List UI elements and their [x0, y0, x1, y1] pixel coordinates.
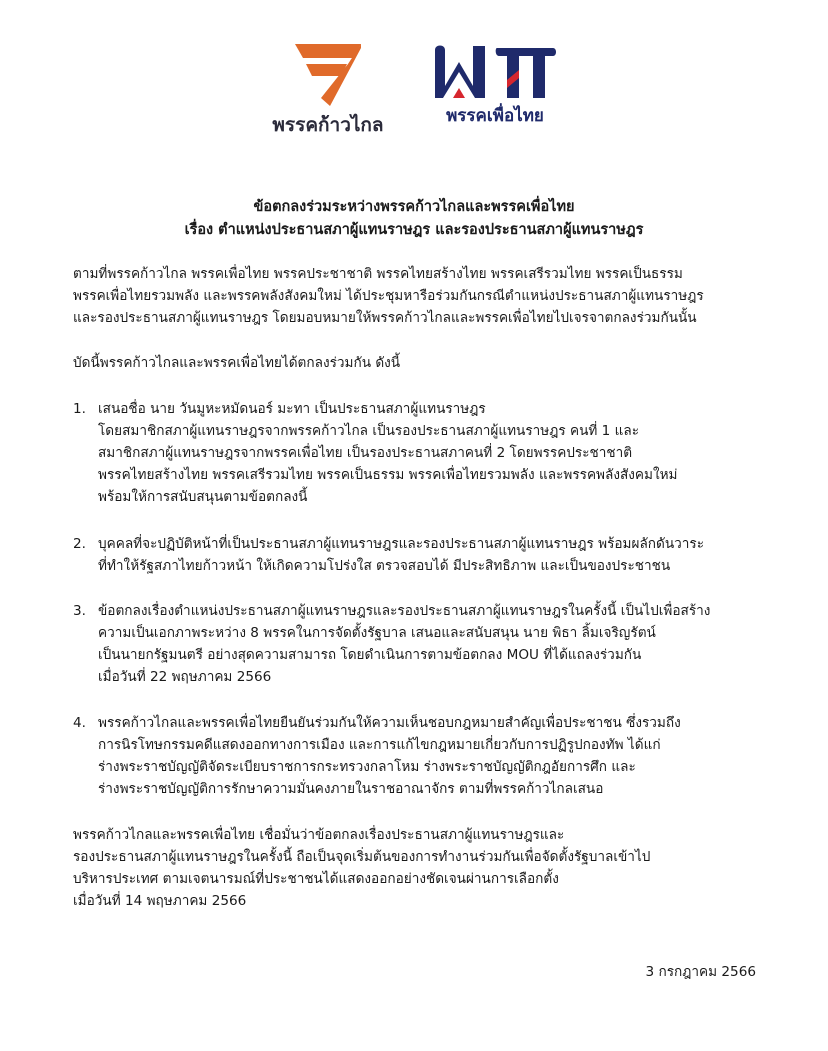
item-text [98, 533, 778, 577]
move-forward-party-logo [248, 40, 408, 140]
intro-line: พรรคเพื่อไทยรวมพลัง และพรรคพลังสังคมใหม่ ได้ประชุมหารือร่วมกันกรณีตำแหน่งประธานสภาผู้แทนราษฎร [73, 288, 704, 304]
item-line: ร่างพระราชบัญญัติการรักษาความมั่นคงภายในราชอาณาจักร ตามที่พรรคก้าวไกลเสนอ [98, 781, 604, 797]
item-text [98, 712, 778, 800]
item-line: โดยสมาชิกสภาผู้แทนราษฎรจากพรรคก้าวไกล เป็นรองประธานสภาผู้แทนราษฎร คนที่ 1 และ [98, 423, 640, 439]
intro-line: และรองประธานสภาผู้แทนราษฎร โดยมอบหมายให้พรรคก้าวไกลและพรรคเพื่อไทยไปเจรจาตกลงร่วมกันนั้น [73, 310, 697, 326]
item-line: พรรคไทยสร้างไทย พรรคเสรีรวมไทย พรรคเป็นธรรม พรรคเพื่อไทยรวมพลัง และพรรคพลังสังคมใหม่ [98, 467, 678, 483]
pheu-thai-monogram-logo-icon [429, 40, 561, 102]
item-number: 3. [73, 603, 86, 619]
signed-date: 3 กรกฎาคม 2566 [645, 964, 756, 980]
pheu-thai-party-name: พรรคเพื่อไทย [446, 106, 544, 126]
document-title-line-1: ข้อตกลงร่วมระหว่างพรรคก้าวไกลและพรรคเพื่อไทย [253, 199, 575, 215]
item-line: ที่ทำให้รัฐสภาไทยก้าวหน้า ให้เกิดความโปร่งใส ตรวจสอบได้ มีประสิทธิภาพ และเป็นของประชาชน [98, 558, 671, 574]
item-line: ร่างพระราชบัญญัติจัดระเบียบราชการกระทรวงกลาโหม ร่างพระราชบัญญัติกฎอัยการศึก และ [98, 759, 636, 775]
item-text [98, 398, 778, 508]
item-line: สมาชิกสภาผู้แทนราษฎรจากพรรคเพื่อไทย เป็นรองประธานสภาคนที่ 2 โดยพรรคประชาชาติ [98, 445, 633, 461]
item-line: เสนอชื่อ นาย วันมูหะหมัดนอร์ มะทา เป็นประธานสภาผู้แทนราษฎร [98, 401, 486, 417]
intro-line: ตามที่พรรคก้าวไกล พรรคเพื่อไทย พรรคประชาชาติ พรรคไทยสร้างไทย พรรคเสรีรวมไทย พรรคเป็นธรรม [73, 266, 683, 282]
item-line: พร้อมให้การสนับสนุนตามข้อตกลงนี้ [98, 489, 308, 505]
move-forward-party-name: พรรคก้าวไกล [272, 114, 384, 136]
closing-line: พรรคก้าวไกลและพรรคเพื่อไทย เชื่อมั่นว่าข้อตกลงเรื่องประธานสภาผู้แทนราษฎรและ [73, 827, 565, 843]
item-number: 2. [73, 536, 86, 552]
item-line: ข้อตกลงเรื่องตำแหน่งประธานสภาผู้แทนราษฎรและรองประธานสภาผู้แทนราษฎรในครั้งนี้ เป็นไปเพื่อสร้าง [98, 603, 711, 619]
document-title-line-2: เรื่อง ตำแหน่งประธานสภาผู้แทนราษฎร และรองประธานสภาผู้แทนราษฎร [184, 222, 644, 238]
item-line: การนิรโทษกรรมคดีแสดงออกทางการเมือง และการแก้ไขกฎหมายเกี่ยวกับการปฏิรูปกองทัพ ได้แก่ [98, 737, 661, 753]
item-number: 4. [73, 715, 86, 731]
item-line: ความเป็นเอกภาพระหว่าง 8 พรรคในการจัดตั้งรัฐบาล เสนอและสนับสนุน นาย พิธา ลิ้มเจริญรัตน์ [98, 625, 656, 641]
item-line: บุคคลที่จะปฏิบัติหน้าที่เป็นประธานสภาผู้แทนราษฎรและรองประธานสภาผู้แทนราษฎร พร้อมผลักดันวาระ [98, 536, 705, 552]
pheu-thai-party-logo [424, 40, 566, 129]
closing-line: เมื่อวันที่ 14 พฤษภาคม 2566 [73, 893, 247, 909]
intro-paragraph [73, 263, 773, 329]
move-forward-triangle-logo-icon [292, 40, 364, 108]
closing-paragraph [73, 824, 773, 912]
lead-sentence: บัดนี้พรรคก้าวไกลและพรรคเพื่อไทยได้ตกลงร่วมกัน ดังนี้ [73, 355, 401, 371]
item-text [98, 600, 778, 688]
closing-line: บริหารประเทศ ตามเจตนารมณ์ที่ประชาชนได้แสดงออกอย่างชัดเจนผ่านการเลือกตั้ง [73, 871, 559, 887]
item-number: 1. [73, 401, 86, 417]
item-line: เมื่อวันที่ 22 พฤษภาคม 2566 [98, 669, 272, 685]
closing-line: รองประธานสภาผู้แทนราษฎรในครั้งนี้ ถือเป็นจุดเริ่มต้นของการทำงานร่วมกันเพื่อจัดตั้งรัฐบาลเข้าไป [73, 849, 651, 865]
item-line: พรรคก้าวไกลและพรรคเพื่อไทยยืนยันร่วมกันให้ความเห็นชอบกฎหมายสำคัญเพื่อประชาชน ซึ่งรวมถึง [98, 715, 681, 731]
item-line: เป็นนายกรัฐมนตรี อย่างสุดความสามารถ โดยดำเนินการตามข้อตกลง MOU ที่ได้แถลงร่วมกัน [98, 647, 642, 663]
